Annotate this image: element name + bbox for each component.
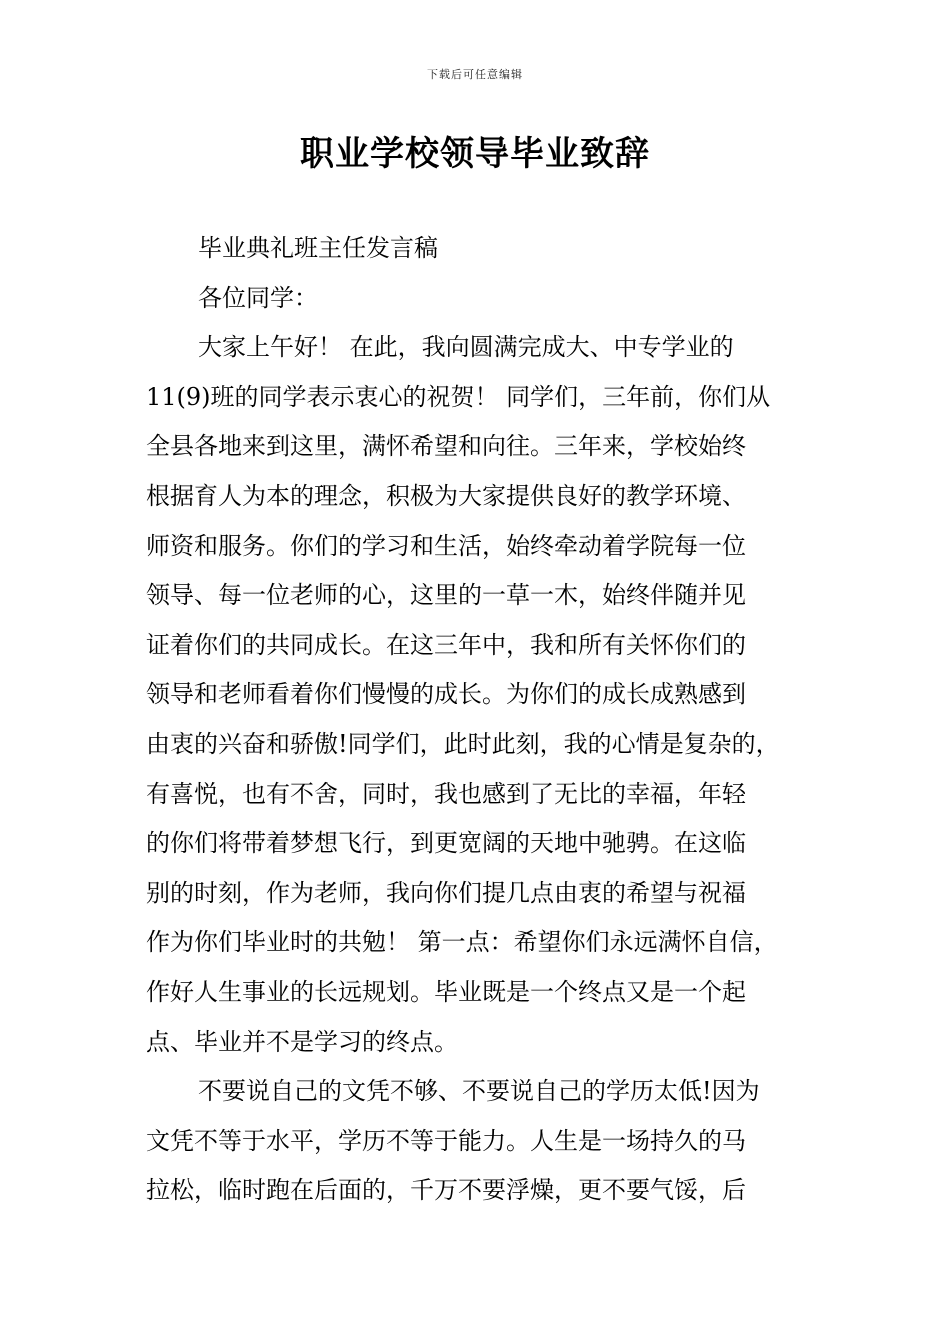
body-line: 有喜悦，也有不舍，同时，我也感到了无比的幸福，年轻 [146,779,746,808]
body-line: 11(9)班的同学表示衷心的祝贺！ 同学们，三年前，你们从 [146,382,771,411]
body-line: 拉松，临时跑在后面的，千万不要浮燥，更不要气馁，后 [146,1176,746,1205]
body-line: 根据育人为本的理念，积极为大家提供良好的教学环境、 [146,481,746,510]
body-line: 领导和老师看着你们慢慢的成长。为你们的成长成熟感到 [146,680,746,709]
document-body [146,224,811,1216]
body-line: 作为你们毕业时的共勉！ 第一点：希望你们永远满怀自信， [146,928,778,957]
body-line: 别的时刻，作为老师，我向你们提几点由衷的希望与祝福 [146,878,746,907]
body-line: 各位同学： [198,283,318,312]
body-line: 作好人生事业的长远规划。毕业既是一个终点又是一个起 [146,977,746,1006]
body-line: 领导、每一位老师的心，这里的一草一木，始终伴随并见 [146,581,746,610]
header-note: 下载后可任意编辑 [427,68,523,81]
document-title: 职业学校领导毕业致辞 [300,134,650,174]
body-line: 毕业典礼班主任发言稿 [198,234,438,262]
body-line: 由衷的兴奋和骄傲!同学们，此时此刻，我的心情是复杂的， [146,729,780,758]
body-line: 证着你们的共同成长。在这三年中，我和所有关怀你们的 [146,630,746,659]
body-line: 文凭不等于水平，学历不等于能力。人生是一场持久的马 [146,1126,746,1155]
body-line: 师资和服务。你们的学习和生活，始终牵动着学院每一位 [146,531,746,560]
body-line: 大家上午好！ 在此，我向圆满完成大、中专学业的 [198,333,734,362]
body-line: 全县各地来到这里，满怀希望和向往。三年来，学校始终 [146,432,746,461]
body-line: 点、毕业并不是学习的终点。 [146,1027,458,1056]
body-line: 的你们将带着梦想飞行，到更宽阔的天地中驰骋。在这临 [146,829,746,858]
body-line: 不要说自己的文凭不够、不要说自己的学历太低!因为 [198,1077,760,1106]
